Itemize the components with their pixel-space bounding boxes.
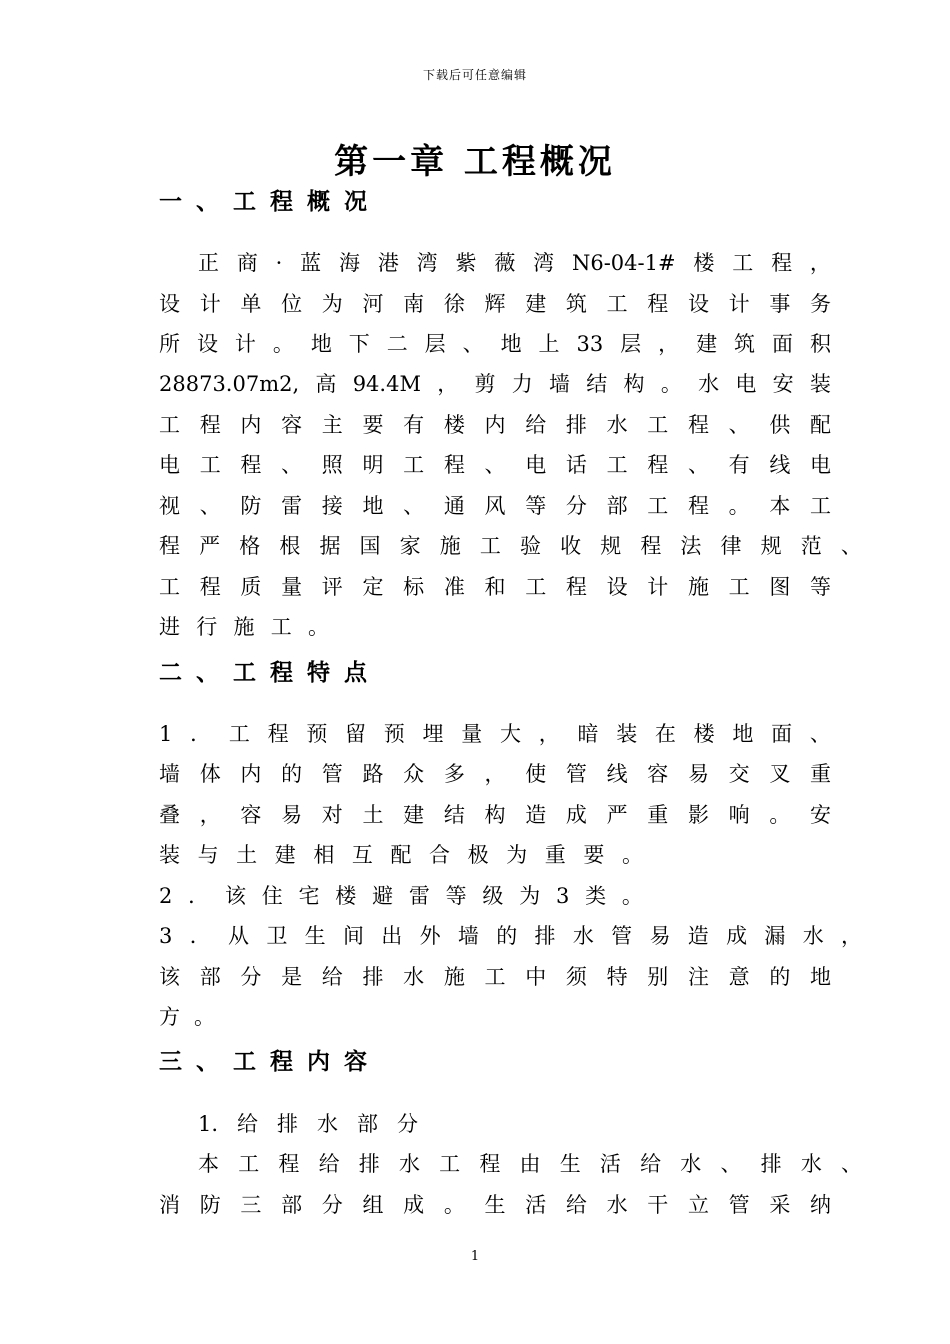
- paragraph-line: 3 ． 从 卫 生 间 出 外 墙 的 排 水 管 易 造 成 漏 水 ，: [159, 924, 862, 948]
- chapter-title: 第一章 工程概况: [334, 142, 616, 182]
- paragraph-line: 28873.07m2, 高 94.4M ， 剪 力 墙 结 构 。 水 电 安 装: [159, 372, 831, 396]
- paragraph-line: 本 工 程 给 排 水 工 程 由 生 活 给 水 、 排 水 、: [198, 1152, 862, 1176]
- section-heading-2: 二、工程特点: [159, 660, 381, 686]
- paragraph-line: 叠 ， 容 易 对 土 建 结 构 造 成 严 重 影 响 。 安: [159, 803, 831, 827]
- paragraph-line: 所 设 计 。 地 下 二 层 、 地 上 33 层 ， 建 筑 面 积: [159, 332, 831, 356]
- paragraph-line: 程 严 格 根 据 国 家 施 工 验 收 规 程 法 律 规 范 、: [159, 534, 862, 558]
- section-heading-3: 三、工程内容: [159, 1049, 381, 1075]
- paragraph-line: 工 程 内 容 主 要 有 楼 内 给 排 水 工 程 、 供 配: [159, 413, 831, 437]
- paragraph-line: 设 计 单 位 为 河 南 徐 辉 建 筑 工 程 设 计 事 务: [159, 292, 831, 316]
- paragraph-line: 墙 体 内 的 管 路 众 多 ， 使 管 线 容 易 交 叉 重: [159, 762, 831, 786]
- paragraph-line: 该 部 分 是 给 排 水 施 工 中 须 特 别 注 意 的 地: [159, 965, 831, 989]
- paragraph-line: 1. 给 排 水 部 分: [198, 1112, 418, 1136]
- paragraph-line: 装 与 土 建 相 互 配 合 极 为 重 要 。: [159, 843, 643, 867]
- section-heading-1: 一、工程概况: [159, 189, 381, 215]
- paragraph-line: 进 行 施 工 。: [159, 615, 329, 639]
- paragraph-line: 消 防 三 部 分 组 成 。 生 活 给 水 干 立 管 采 纳: [159, 1193, 831, 1217]
- paragraph-line: 电 工 程 、 照 明 工 程 、 电 话 工 程 、 有 线 电: [159, 453, 831, 477]
- paragraph-line: 方 。: [159, 1005, 215, 1029]
- page-number: 1: [470, 1249, 480, 1264]
- paragraph-line: 1 ． 工 程 预 留 预 埋 量 大 ， 暗 装 在 楼 地 面 、: [159, 722, 831, 746]
- paragraph-line: 视 、 防 雷 接 地 、 通 风 等 分 部 工 程 。 本 工: [159, 494, 831, 518]
- page-header-note: 下载后可任意编辑: [422, 68, 527, 82]
- paragraph-line: 正 商 · 蓝 海 港 湾 紫 薇 湾 N6-04-1# 楼 工 程 ，: [198, 251, 831, 275]
- paragraph-line: 2 ． 该 住 宅 楼 避 雷 等 级 为 3 类 。: [159, 884, 643, 908]
- paragraph-line: 工 程 质 量 评 定 标 准 和 工 程 设 计 施 工 图 等: [159, 575, 831, 599]
